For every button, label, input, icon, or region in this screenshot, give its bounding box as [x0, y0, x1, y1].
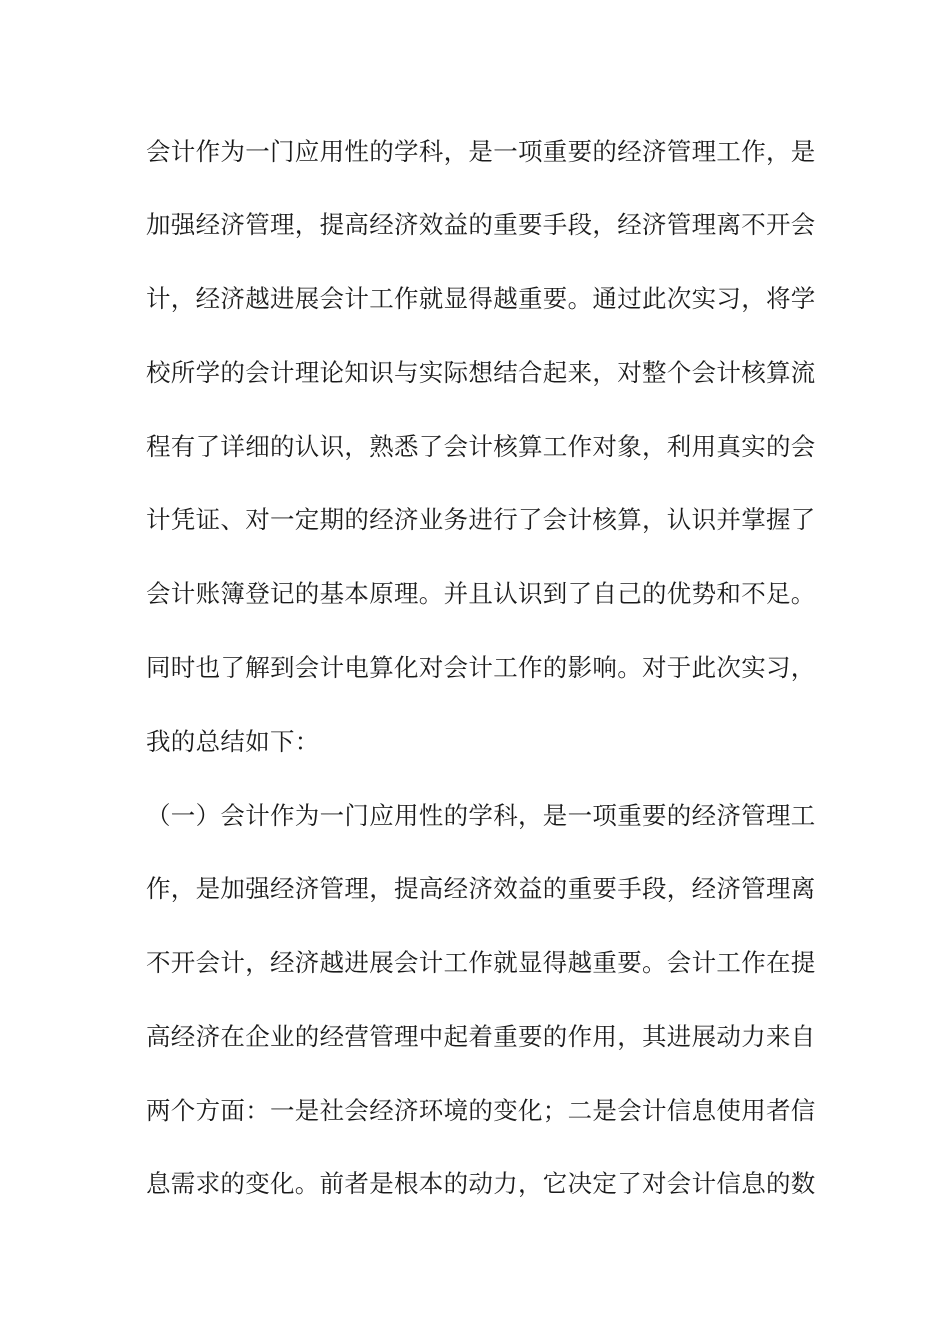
text-line: 会计作为一门应用性的学科，是一项重要的经济管理工作，是: [146, 137, 816, 166]
text-line: 作，是加强经济管理，提高经济效益的重要手段，经济管理离: [146, 874, 816, 903]
text-line: 校所学的会计理论知识与实际想结合起来，对整个会计核算流: [146, 358, 816, 387]
text-line: 我的总结如下：: [146, 727, 320, 756]
text-line: 计凭证、对一定期的经济业务进行了会计核算，认识并掌握了: [146, 505, 816, 534]
text-line: 加强经济管理，提高经济效益的重要手段，经济管理离不开会: [146, 210, 816, 239]
text-line: 同时也了解到会计电算化对会计工作的影响。对于此次实习，: [146, 653, 816, 682]
text-line: 息需求的变化。前者是根本的动力，它决定了对会计信息的数: [146, 1169, 816, 1198]
text-line: 计，经济越进展会计工作就显得越重要。通过此次实习，将学: [146, 284, 816, 313]
text-line: 两个方面：一是社会经济环境的变化；二是会计信息使用者信: [146, 1096, 816, 1125]
text-line: 程有了详细的认识，熟悉了会计核算工作对象，利用真实的会: [146, 432, 816, 461]
text-line: 不开会计，经济越进展会计工作就显得越重要。会计工作在提: [146, 948, 816, 977]
text-line: （一）会计作为一门应用性的学科，是一项重要的经济管理工: [146, 801, 816, 830]
text-line: 会计账簿登记的基本原理。并且认识到了自己的优势和不足。: [146, 579, 816, 608]
text-line: 高经济在企业的经营管理中起着重要的作用，其进展动力来自: [146, 1022, 816, 1051]
